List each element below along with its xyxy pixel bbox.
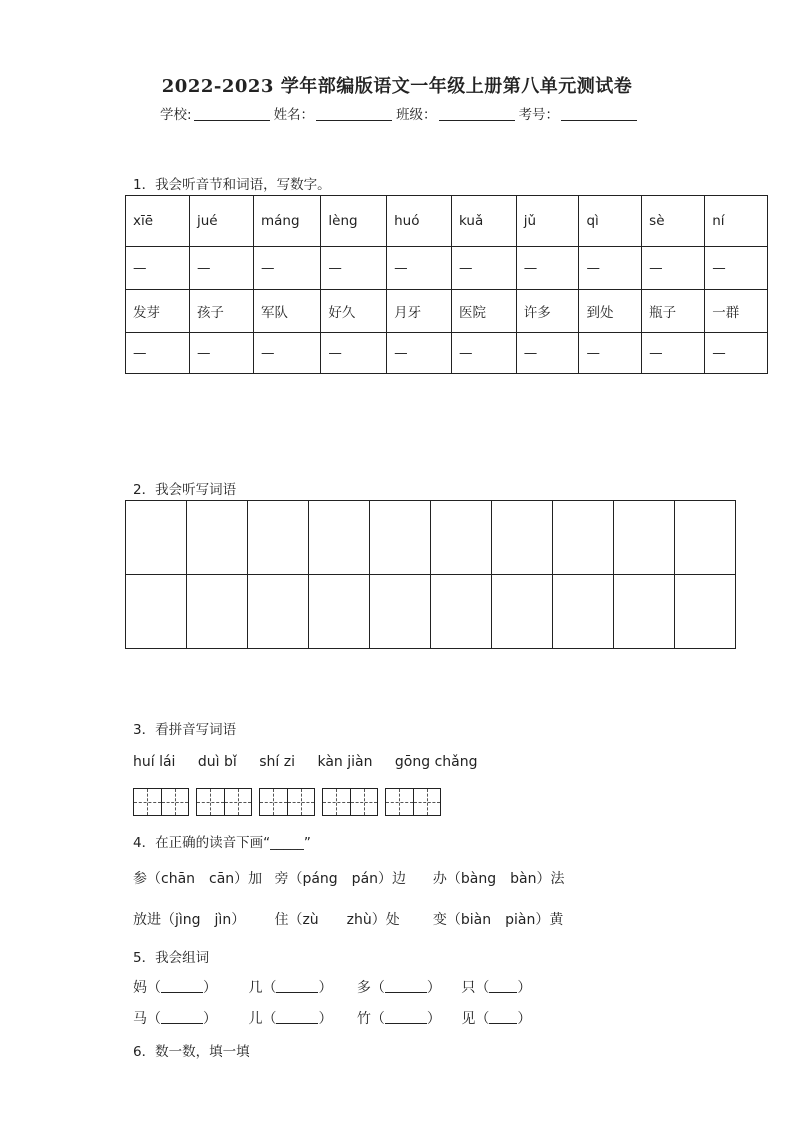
q4-row-1 <box>133 868 564 888</box>
dictation-cell[interactable] <box>553 501 614 575</box>
number-label: 考号： <box>518 107 560 123</box>
q3-writing-grids <box>133 788 448 816</box>
pinyin-cell: jué <box>189 196 253 247</box>
school-blank <box>194 108 270 121</box>
dictation-cell[interactable] <box>492 501 553 575</box>
word-cell: 一群 <box>705 290 768 333</box>
q2-dictation-grid <box>125 500 736 649</box>
answer-cell[interactable]: — <box>642 247 705 290</box>
q4-row-2 <box>133 909 563 929</box>
answer-cell[interactable]: — <box>516 247 579 290</box>
q4-item[interactable]: 住（zù zhù）处 <box>274 912 400 928</box>
dictation-cell[interactable] <box>431 575 492 649</box>
pinyin-cell: xīē <box>126 196 190 247</box>
q5-item: 马（ ） <box>133 1011 217 1027</box>
answer-cell[interactable]: — <box>579 333 642 374</box>
answer-cell[interactable]: — <box>253 333 320 374</box>
answer-cell[interactable]: — <box>452 247 517 290</box>
q3-pinyin: kàn jiàn <box>317 754 373 770</box>
dictation-cell[interactable] <box>187 501 248 575</box>
tianzige-box[interactable] <box>196 788 252 816</box>
pinyin-cell: lèng <box>321 196 387 247</box>
tianzige-box[interactable] <box>385 788 441 816</box>
dictation-cell[interactable] <box>675 575 736 649</box>
q3-pinyin: shí zi <box>259 754 295 770</box>
dictation-cell[interactable] <box>614 501 675 575</box>
q5-blank[interactable] <box>489 1011 517 1024</box>
q4-item[interactable]: 办（bàng bàn）法 <box>432 871 565 887</box>
answer-cell[interactable]: — <box>126 247 190 290</box>
q5-blank[interactable] <box>385 1011 427 1024</box>
dictation-cell[interactable] <box>248 501 309 575</box>
q5-item: 见（ ） <box>461 1011 532 1027</box>
q5-blank[interactable] <box>276 1011 318 1024</box>
word-cell: 发芽 <box>126 290 190 333</box>
dictation-cell[interactable] <box>370 501 431 575</box>
q5-row-1 <box>133 977 531 997</box>
dictation-cell[interactable] <box>309 501 370 575</box>
q5-item: 几（ ） <box>248 980 333 996</box>
q5-item: 多（ ） <box>356 980 441 996</box>
q1-title: 1．我会听音节和词语，写数字。 <box>133 177 331 193</box>
class-blank <box>439 108 515 121</box>
word-cell: 月牙 <box>387 290 452 333</box>
dictation-cell[interactable] <box>309 575 370 649</box>
dictation-cell[interactable] <box>431 501 492 575</box>
word-cell: 医院 <box>452 290 517 333</box>
pinyin-cell: huó <box>387 196 452 247</box>
q4-item[interactable]: 变（biàn piàn）黄 <box>432 912 564 928</box>
answer-cell[interactable]: — <box>705 247 768 290</box>
q5-blank[interactable] <box>489 980 517 993</box>
word-cell: 军队 <box>253 290 320 333</box>
answer-cell[interactable]: — <box>642 333 705 374</box>
name-label: 姓名： <box>273 107 315 123</box>
q1-table <box>125 195 768 374</box>
dictation-cell[interactable] <box>614 575 675 649</box>
answer-cell[interactable]: — <box>579 247 642 290</box>
class-label: 班级： <box>396 107 437 123</box>
word-cell: 许多 <box>516 290 579 333</box>
q5-item: 儿（ ） <box>248 1011 333 1027</box>
word-cell: 孩子 <box>189 290 253 333</box>
q5-title: 5．我会组词 <box>133 950 210 966</box>
word-cell: 到处 <box>579 290 642 333</box>
q4-item[interactable]: 放进（jìng jìn） <box>133 912 246 928</box>
pinyin-cell: ní <box>705 196 768 247</box>
dictation-cell[interactable] <box>370 575 431 649</box>
q5-item: 竹（ ） <box>356 1011 441 1027</box>
q5-blank[interactable] <box>276 980 318 993</box>
school-label: 学校: <box>160 107 192 123</box>
q3-pinyin-row <box>133 754 495 770</box>
q5-item: 妈（ ） <box>133 980 217 996</box>
dictation-cell[interactable] <box>553 575 614 649</box>
q4-item[interactable]: 旁（páng pán）边 <box>274 871 407 887</box>
q5-blank[interactable] <box>161 1011 203 1024</box>
dictation-cell[interactable] <box>187 575 248 649</box>
q3-pinyin: gōng chǎng <box>394 754 478 770</box>
answer-cell[interactable]: — <box>387 333 452 374</box>
q5-blank[interactable] <box>385 980 427 993</box>
answer-cell[interactable]: — <box>452 333 517 374</box>
number-blank <box>561 108 637 121</box>
student-info <box>160 103 641 123</box>
page-title: 2022-2023 学年部编版语文一年级上册第八单元测试卷 <box>161 76 633 97</box>
dictation-cell[interactable] <box>248 575 309 649</box>
answer-cell[interactable]: — <box>387 247 452 290</box>
pinyin-cell: sè <box>642 196 705 247</box>
q3-pinyin: duì bǐ <box>197 754 237 770</box>
answer-cell[interactable]: — <box>189 247 253 290</box>
tianzige-box[interactable] <box>322 788 378 816</box>
q6-title: 6．数一数，填一填 <box>133 1044 250 1060</box>
answer-cell[interactable]: — <box>705 333 768 374</box>
dictation-cell[interactable] <box>126 575 187 649</box>
q5-item: 只（ ） <box>461 980 532 996</box>
dictation-cell[interactable] <box>492 575 553 649</box>
q3-pinyin: huí lái <box>133 754 176 770</box>
answer-cell[interactable]: — <box>189 333 253 374</box>
pinyin-cell: kuǎ <box>452 196 517 247</box>
answer-cell[interactable]: — <box>253 247 320 290</box>
dictation-cell[interactable] <box>675 501 736 575</box>
answer-cell[interactable]: — <box>126 333 190 374</box>
answer-cell[interactable]: — <box>516 333 579 374</box>
tianzige-box[interactable] <box>259 788 315 816</box>
q4-item[interactable]: 参（chān cān）加 <box>133 871 263 887</box>
name-blank <box>316 108 392 121</box>
pinyin-cell: máng <box>253 196 320 247</box>
dictation-cell[interactable] <box>126 501 187 575</box>
word-cell: 瓶子 <box>642 290 705 333</box>
q2-title: 2．我会听写词语 <box>133 482 237 498</box>
q4-title: 4．在正确的读音下画“_____” <box>133 835 311 851</box>
word-cell: 好久 <box>321 290 387 333</box>
pinyin-cell: jǔ <box>516 196 579 247</box>
tianzige-box[interactable] <box>133 788 189 816</box>
q5-blank[interactable] <box>161 980 203 993</box>
answer-cell[interactable]: — <box>321 247 387 290</box>
answer-cell[interactable]: — <box>321 333 387 374</box>
q3-title: 3．看拼音写词语 <box>133 722 237 738</box>
q5-row-2 <box>133 1008 531 1028</box>
pinyin-cell: qì <box>579 196 642 247</box>
